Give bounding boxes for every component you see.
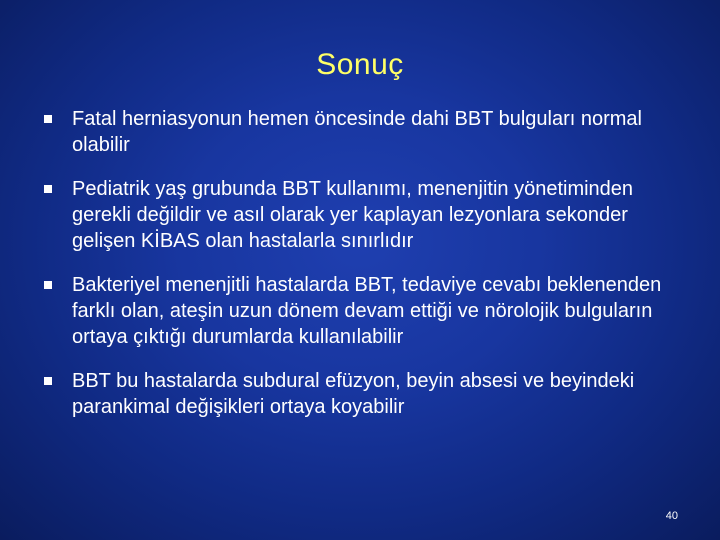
bullet-item	[42, 368, 692, 420]
bullet-item	[42, 176, 692, 254]
page-number: 40	[665, 510, 678, 522]
bullet-text: BBT bu hastalarda subdural efüzyon, beyin absesi ve beyindeki parankimal değişikleri ortaya koyabilir	[72, 370, 635, 418]
square-bullet-icon	[44, 377, 52, 385]
square-bullet-icon	[44, 185, 52, 193]
square-bullet-icon	[44, 281, 52, 289]
slide-title: Sonuç	[316, 48, 404, 81]
bullet-text: Fatal herniasyonun hemen öncesinde dahi BBT bulguları normal olabilir	[72, 108, 642, 156]
bullet-text: Pediatrik yaş grubunda BBT kullanımı, menenjitin yönetiminden gerekli değildir ve asıl olarak yer kaplayan lezyonlara sekonder gelişen KİBAS olan hastalarla sınırlıdır	[72, 178, 634, 252]
square-bullet-icon	[44, 115, 52, 123]
bullet-list	[42, 106, 692, 438]
bullet-item	[42, 272, 692, 350]
bullet-text: Bakteriyel menenjitli hastalarda BBT, tedaviye cevabı beklenenden farklı olan, ateşin uzun dönem devam ettiği ve nörolojik bulguların ortaya çıktığı durumlarda kullanılabilir	[72, 274, 662, 348]
bullet-item	[42, 106, 692, 158]
